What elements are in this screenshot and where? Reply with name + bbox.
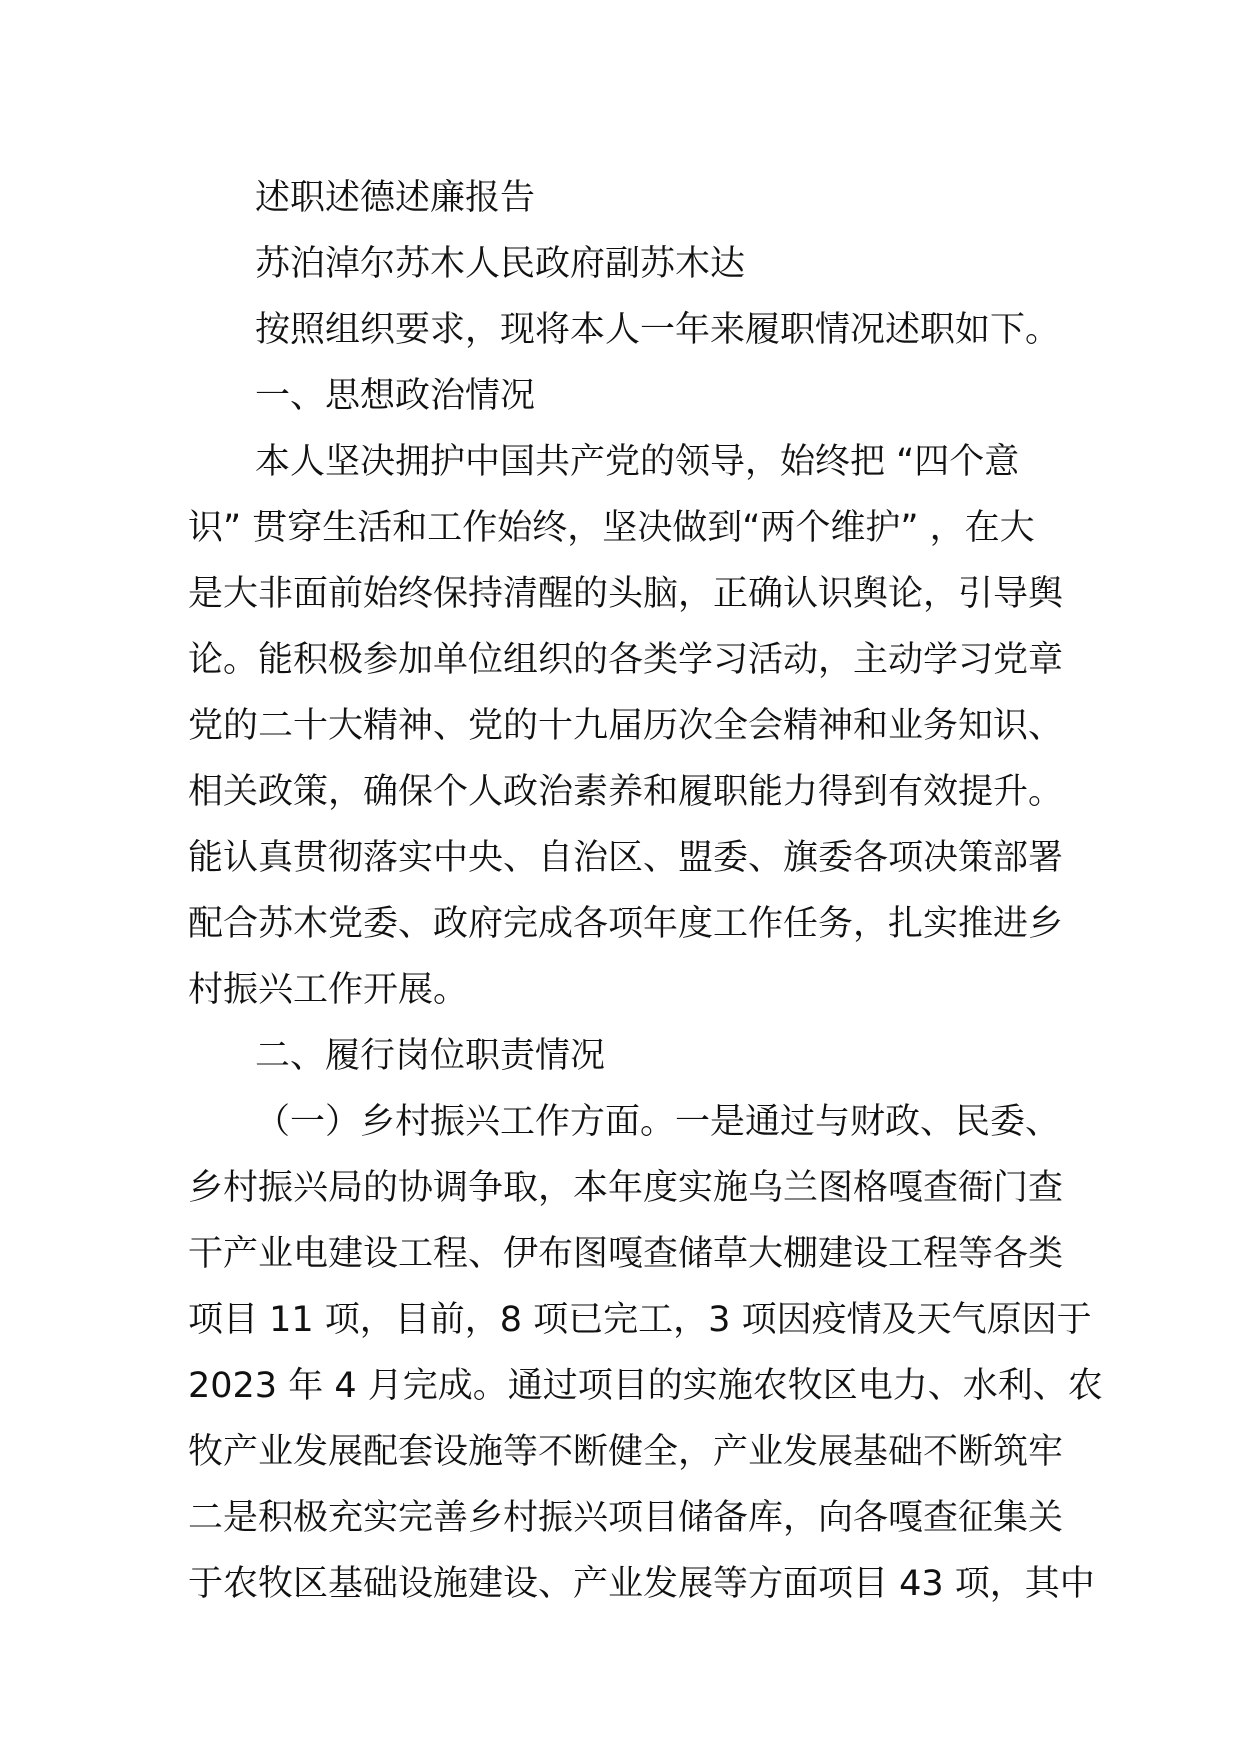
section2-line: 牧产业发展配套设施等不断健全，产业发展基础不断筑牢 (188, 1432, 1064, 1472)
section2-line: 乡村振兴局的协调争取，本年度实施乌兰图格嘎查衙门查 (188, 1168, 1064, 1208)
section1-line: 识” 贯穿生活和工作始终，坚决做到“两个维护” ，在大 (188, 508, 1035, 548)
section2-line: 干产业电建设工程、伊布图嘎查储草大棚建设工程等各类 (188, 1234, 1064, 1274)
author-position: 苏泊淖尔苏木人民政府副苏木达 (255, 244, 746, 284)
section2-heading: 二、履行岗位职责情况 (255, 1036, 606, 1076)
section1-line: 是大非面前始终保持清醒的头脑，正确认识舆论，引导舆 (188, 574, 1064, 614)
section1-line: 论。能积极参加单位组织的各类学习活动，主动学习党章 (188, 640, 1064, 680)
section1-line: 党的二十大精神、党的十九届历次全会精神和业务知识、 (188, 706, 1064, 746)
section1-line: 配合苏木党委、政府完成各项年度工作任务，扎实推进乡 (188, 904, 1064, 944)
section1-line: 能认真贯彻落实中央、自治区、盟委、旗委各项决策部署 (188, 838, 1064, 878)
section2-line: 2023 年 4 月完成。通过项目的实施农牧区电力、水利、农 (188, 1366, 1103, 1406)
section2-line: 项目 11 项，目前，8 项已完工，3 项因疫情及天气原因于 (188, 1300, 1092, 1340)
intro-paragraph: 按照组织要求，现将本人一年来履职情况述职如下。 (255, 310, 1061, 350)
section1-line: 村振兴工作开展。 (188, 970, 469, 1010)
section2-line: 二是积极充实完善乡村振兴项目储备库，向各嘎查征集关 (188, 1498, 1064, 1538)
section2-line: 于农牧区基础设施建设、产业发展等方面项目 43 项，其中 (188, 1564, 1095, 1604)
document-title: 述职述德述廉报告 (255, 178, 536, 218)
section2-line: （一）乡村振兴工作方面。一是通过与财政、民委、 (255, 1102, 1061, 1142)
section1-heading: 一、思想政治情况 (255, 376, 536, 416)
section1-line: 相关政策，确保个人政治素养和履职能力得到有效提升。 (188, 772, 1064, 812)
section1-line: 本人坚决拥护中国共产党的领导，始终把 “四个意 (255, 442, 1020, 482)
